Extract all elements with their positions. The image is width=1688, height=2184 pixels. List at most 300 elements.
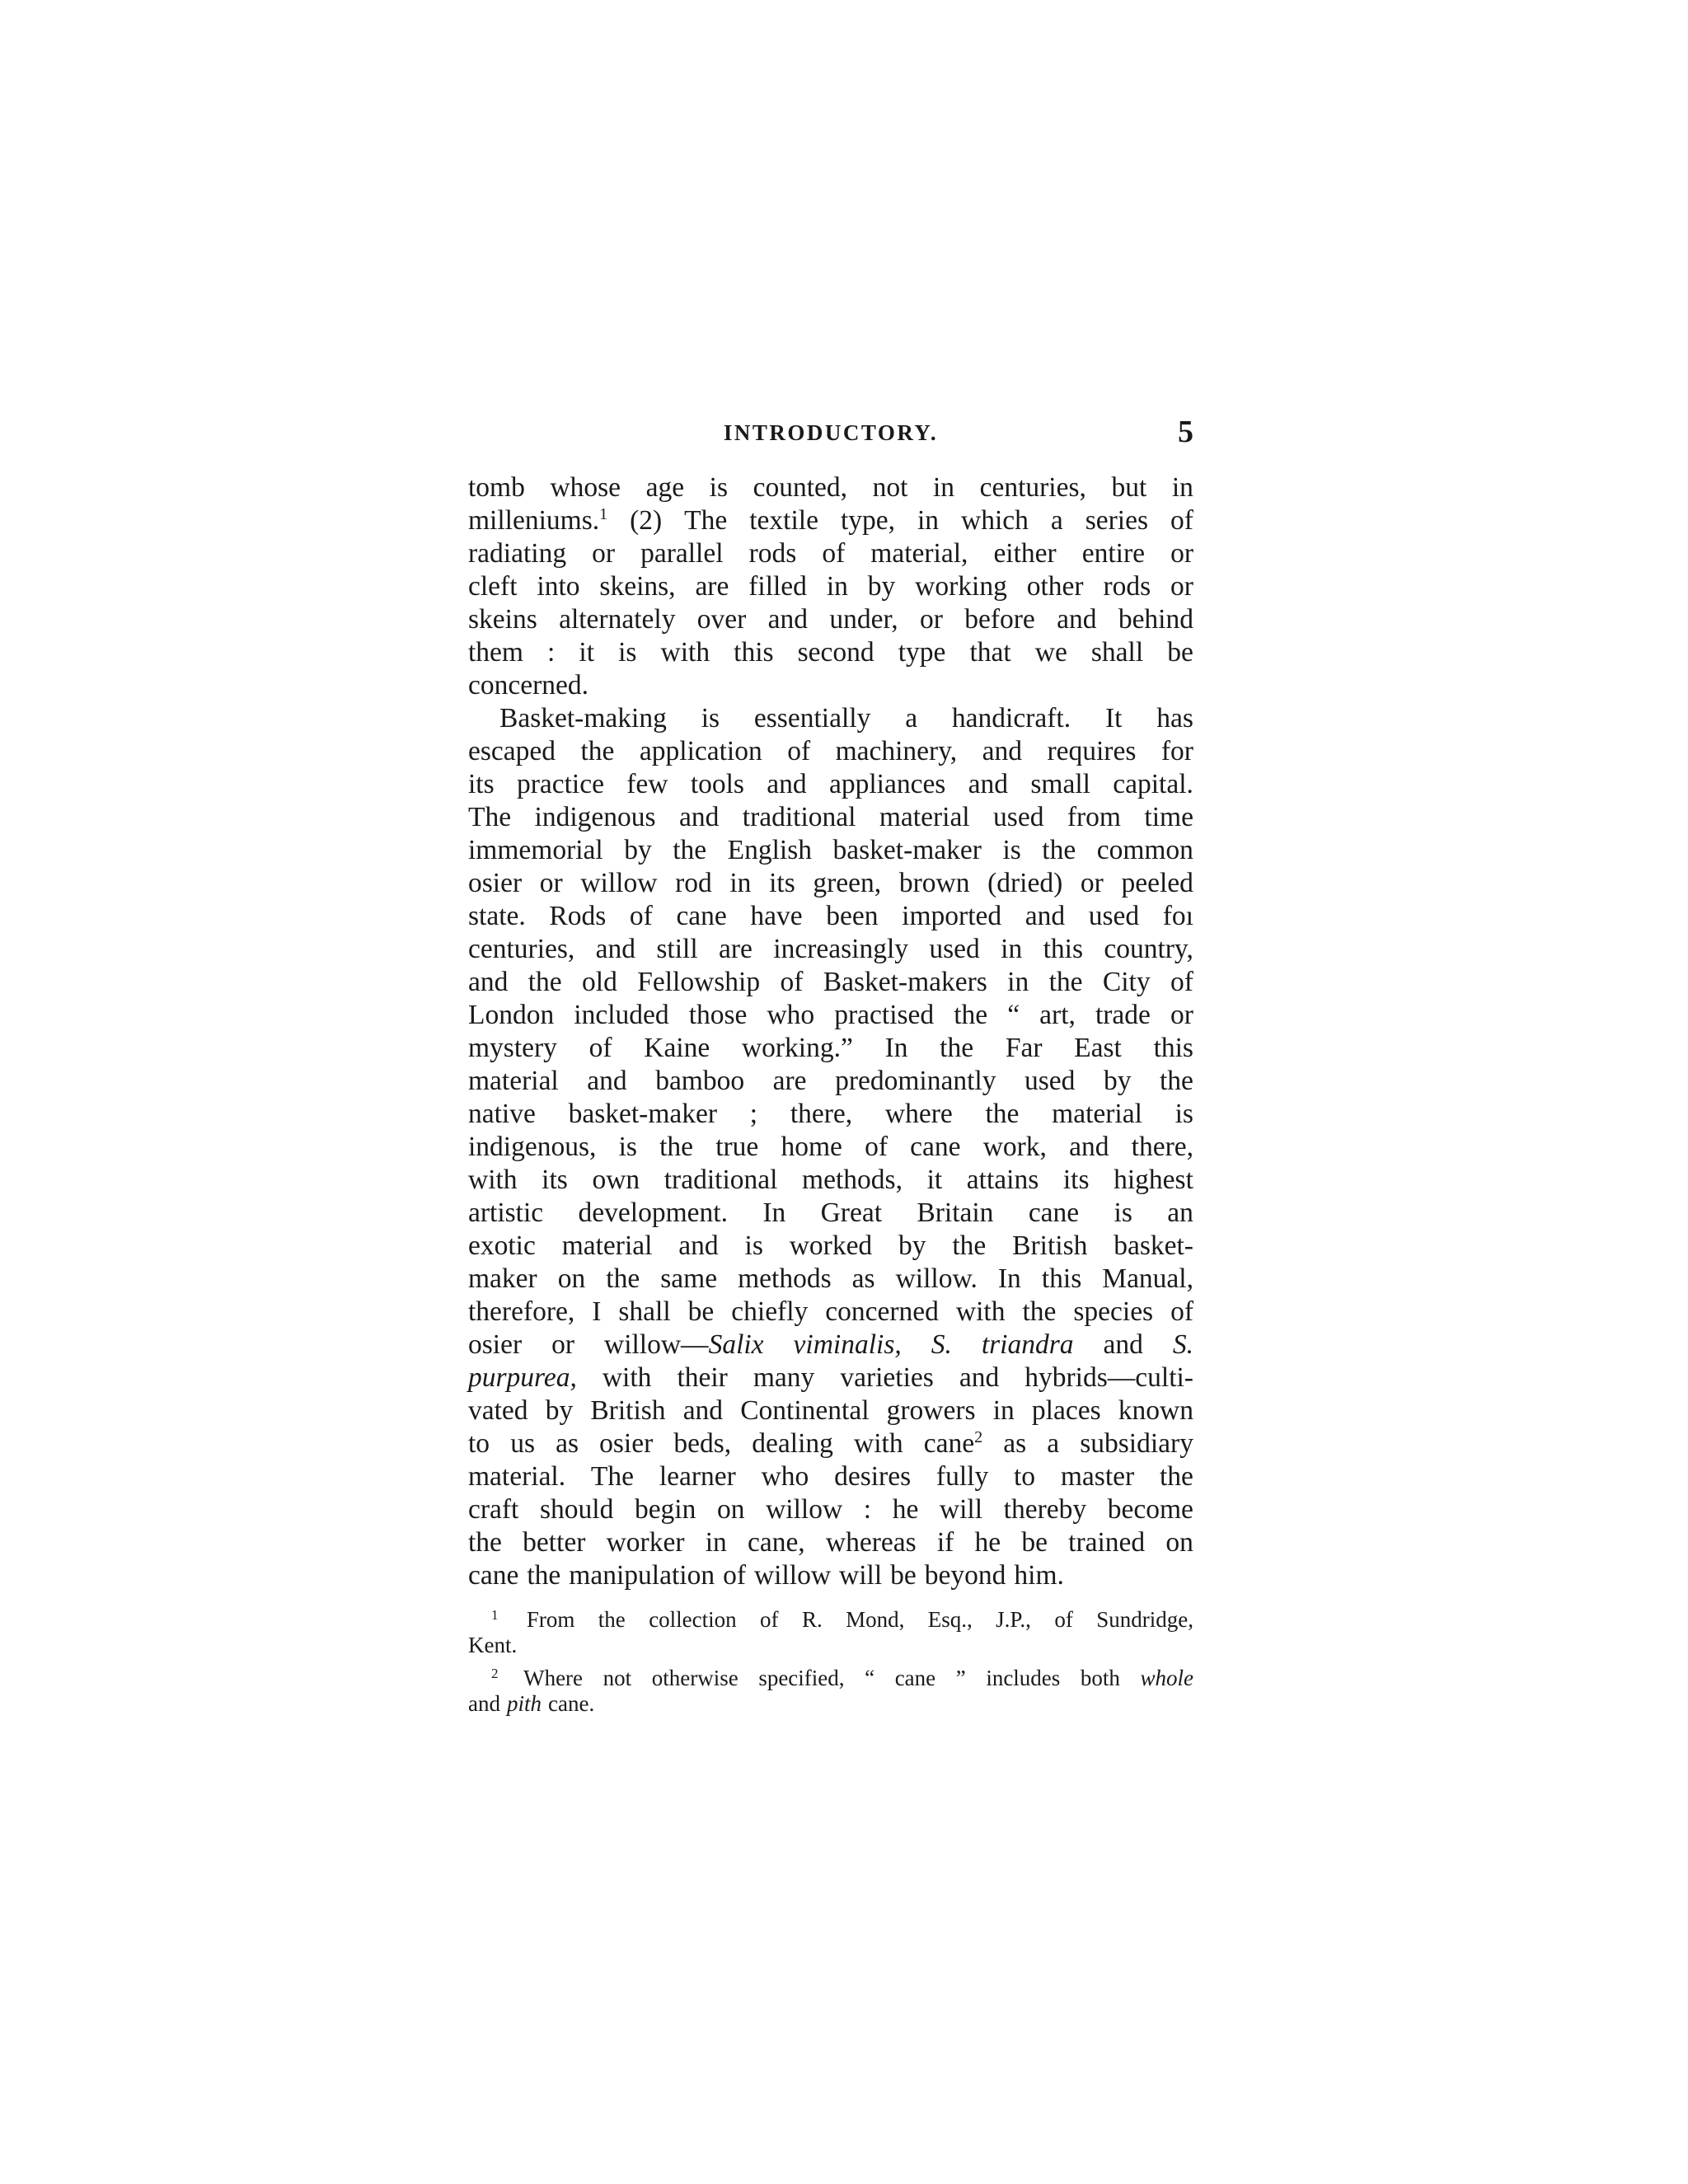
word: S. (1172, 1329, 1193, 1360)
word: begin (634, 1494, 696, 1525)
word: become (1107, 1494, 1193, 1525)
word: the (468, 1527, 502, 1558)
word: pith (506, 1691, 542, 1716)
text-line (468, 801, 1193, 834)
text-line (468, 1559, 1193, 1592)
word: traditional (663, 1165, 778, 1195)
word: trained (1068, 1527, 1146, 1558)
word: small (1030, 769, 1090, 799)
text-line (468, 1230, 1193, 1263)
word: in (705, 1527, 727, 1558)
word: the (1048, 967, 1083, 997)
word: and (682, 1395, 724, 1426)
word: Kaine (644, 1033, 710, 1063)
word: (2) (630, 505, 663, 536)
word: into (537, 571, 580, 602)
word: maker (468, 1263, 537, 1294)
word: and (968, 769, 1009, 799)
word: R. (801, 1607, 823, 1632)
word: working.” (741, 1033, 853, 1063)
word: collection (649, 1607, 737, 1632)
word: Sundridge, (1096, 1607, 1193, 1632)
text-line (468, 702, 1193, 735)
text-line (468, 1460, 1193, 1493)
word: old (582, 967, 617, 997)
text-line (468, 900, 1193, 933)
word: beyond (924, 1560, 1006, 1591)
word: material. (468, 1461, 566, 1492)
word: which (961, 505, 1029, 536)
word: places (1031, 1395, 1101, 1426)
word: attains (966, 1165, 1039, 1195)
word: be (1021, 1527, 1048, 1558)
word: who (767, 1000, 815, 1030)
word: Esq., (927, 1607, 973, 1632)
word: methods (738, 1263, 832, 1294)
word: cane (910, 1132, 961, 1162)
word: Basket-making (499, 703, 667, 733)
footnotes (468, 1607, 1193, 1724)
word: will (839, 1560, 883, 1591)
word: milleniums.$^1$ (468, 505, 608, 536)
text-line (468, 999, 1193, 1032)
word: includes (986, 1666, 1061, 1690)
word: traditional (742, 802, 856, 832)
word: a (905, 703, 918, 733)
word: in (932, 472, 955, 503)
word: increasingly (773, 934, 909, 964)
word: methods, (802, 1165, 903, 1195)
word: us (510, 1428, 535, 1459)
word: are (719, 934, 753, 964)
word: chiefly (731, 1296, 809, 1327)
word: is (709, 472, 729, 503)
word: shall (618, 1296, 671, 1327)
word: cane$^2$ (923, 1428, 983, 1459)
word: with (660, 637, 710, 668)
word: in (992, 1395, 1015, 1426)
word: before (964, 604, 1035, 635)
word: their (677, 1362, 728, 1393)
word: cane (676, 901, 727, 931)
word: City (1102, 967, 1151, 997)
word: handicraft. (951, 703, 1071, 733)
word: with (854, 1428, 903, 1459)
word: basket- (1114, 1230, 1193, 1261)
word: whereas (825, 1527, 917, 1558)
word: in (1171, 472, 1193, 503)
word: have (750, 901, 803, 931)
word: this (1043, 934, 1083, 964)
word: and (959, 1362, 1000, 1393)
word: true (715, 1132, 759, 1162)
word: the (954, 1000, 988, 1030)
word: subsidiary (1080, 1428, 1193, 1459)
word: development. (578, 1197, 728, 1228)
word: learner (659, 1461, 736, 1492)
word: native (468, 1099, 536, 1129)
word: basket-maker (832, 835, 982, 865)
text-line (468, 669, 1193, 702)
word: London (468, 1000, 555, 1030)
word: or (539, 868, 563, 898)
word: In (884, 1033, 908, 1063)
word: material (468, 1066, 559, 1096)
word: of (760, 1607, 779, 1632)
word: by (545, 1395, 574, 1426)
word: worker (606, 1527, 685, 1558)
word: willow—Salix (604, 1329, 764, 1360)
word: osier (468, 1329, 523, 1360)
word: that (969, 637, 1011, 668)
word: own (592, 1165, 640, 1195)
word: From (526, 1607, 575, 1632)
word: who (761, 1461, 809, 1492)
word: the (952, 1230, 987, 1261)
text-line (468, 768, 1193, 801)
word: osier (468, 868, 523, 898)
word: is (1175, 1099, 1193, 1129)
page-number: 5 (1178, 415, 1193, 449)
word: with (602, 1362, 652, 1393)
word: work, (982, 1132, 1047, 1162)
word: has (1156, 703, 1193, 733)
word: Fellowship (637, 967, 761, 997)
word: by (867, 571, 896, 602)
word: are (772, 1066, 807, 1096)
word: British (590, 1395, 666, 1426)
word: of (822, 538, 846, 569)
word: the (1159, 1066, 1193, 1096)
word: Manual, (1102, 1263, 1193, 1294)
word: the (527, 1560, 561, 1591)
word: as (556, 1428, 579, 1459)
word: thereby (1003, 1494, 1087, 1525)
word: willow. (895, 1263, 978, 1294)
word: filled (748, 571, 807, 602)
word: ” (955, 1666, 966, 1690)
word: with (468, 1165, 518, 1195)
word: trade (1095, 1000, 1151, 1030)
word: of (787, 736, 811, 766)
word: by (1103, 1066, 1132, 1096)
word: over (696, 604, 747, 635)
word: willow (753, 1560, 832, 1591)
word: of (1170, 1296, 1193, 1327)
word: and (982, 736, 1022, 766)
word: peeled (1121, 868, 1193, 898)
word: imported (902, 901, 1002, 931)
word: are (695, 571, 729, 602)
word: used (929, 934, 980, 964)
word: the (1159, 1461, 1193, 1492)
word: of (629, 901, 653, 931)
word: J.P., (996, 1607, 1031, 1632)
word: of (723, 1560, 746, 1591)
word: machinery, (835, 736, 958, 766)
word: parallel (640, 538, 724, 569)
word: and (468, 967, 509, 997)
word: there, (790, 1099, 853, 1129)
word: British (1012, 1230, 1088, 1261)
word: mystery (468, 1033, 557, 1063)
word: country, (1104, 934, 1193, 964)
word: cane (468, 1560, 519, 1591)
word: cleft (468, 571, 518, 602)
word: viminalis, (793, 1329, 902, 1360)
word: its (769, 868, 795, 898)
word: on (716, 1494, 745, 1525)
word: as (851, 1263, 875, 1294)
text-line (468, 1065, 1193, 1098)
word: practised (834, 1000, 935, 1030)
word: whose (550, 472, 621, 503)
word: ; (749, 1099, 758, 1129)
word: be (687, 1296, 715, 1327)
word: whole (1140, 1666, 1193, 1690)
text-line (468, 1493, 1193, 1526)
word: cane. (548, 1691, 595, 1716)
word: immemorial (468, 835, 603, 865)
word: alternately (559, 604, 676, 635)
word: and (678, 1230, 719, 1261)
word: the (940, 1033, 974, 1063)
word: the (1022, 1296, 1057, 1327)
word: with (955, 1296, 1006, 1327)
word: triandra (981, 1329, 1074, 1360)
word: Rods (549, 901, 607, 931)
word: purpurea, (468, 1362, 577, 1393)
word: capital. (1113, 769, 1193, 799)
word: green, (813, 868, 882, 898)
word: in (917, 505, 940, 536)
word: material (561, 1230, 653, 1261)
word: should (539, 1494, 614, 1525)
word: willow (580, 868, 658, 898)
word: working (915, 571, 1007, 602)
text-line (468, 1263, 1193, 1296)
word: an (1167, 1197, 1193, 1228)
word: Basket-makers (823, 967, 987, 997)
word: it (579, 637, 595, 668)
word: indigenous (534, 802, 656, 832)
word: to (1014, 1461, 1036, 1492)
word: behind (1118, 604, 1193, 635)
word: and (1025, 901, 1066, 931)
word: skeins, (599, 571, 676, 602)
word: of (780, 967, 804, 997)
text-line (468, 867, 1193, 900)
word: other (1026, 571, 1084, 602)
word: and (767, 604, 809, 635)
word: to (468, 1428, 490, 1459)
word: is (618, 1132, 637, 1162)
word: the (528, 967, 562, 997)
word: rods (1103, 571, 1151, 602)
word: Britain (917, 1197, 994, 1228)
word: rod (675, 868, 712, 898)
word: the (580, 736, 615, 766)
word: second (797, 637, 874, 668)
word: is (618, 637, 637, 668)
word: tools (690, 769, 744, 799)
word: and (1057, 604, 1097, 635)
word: or (551, 1329, 575, 1360)
word: many (753, 1362, 815, 1393)
word: and (468, 1691, 500, 1716)
word: of (1170, 967, 1193, 997)
word: or (592, 538, 616, 569)
word: same (660, 1263, 718, 1294)
word: age (645, 472, 685, 503)
word: exotic (468, 1230, 536, 1261)
word: Kent. (468, 1633, 518, 1657)
word: Where (523, 1666, 584, 1690)
word: not (872, 472, 908, 503)
word: on (1165, 1527, 1193, 1558)
footnote-line (468, 1666, 1193, 1691)
word: and (678, 802, 720, 832)
word: tomb (468, 472, 525, 503)
footnote-line (468, 1607, 1193, 1633)
word: requires (1047, 736, 1137, 766)
word: varieties (840, 1362, 934, 1393)
word: material (879, 802, 970, 832)
text-line (468, 603, 1193, 636)
word: basket-maker (568, 1099, 718, 1129)
word: its (1062, 1165, 1090, 1195)
text-line (468, 570, 1193, 603)
word: concerned. (468, 670, 589, 701)
word: or (1170, 571, 1193, 602)
word: application (639, 736, 762, 766)
word: been (826, 901, 879, 931)
text-line (468, 537, 1193, 570)
word: “ (865, 1666, 875, 1690)
word: species (1073, 1296, 1154, 1327)
word: used (1025, 1066, 1076, 1096)
word: dealing (752, 1428, 833, 1459)
word: known (1118, 1395, 1193, 1426)
word: vated (468, 1395, 528, 1426)
word: will (939, 1494, 983, 1525)
word: willow (766, 1494, 843, 1525)
word: it (926, 1165, 943, 1195)
word: is (1114, 1197, 1132, 1228)
word: by (898, 1230, 926, 1261)
word: textile (749, 505, 818, 536)
word: better (523, 1527, 586, 1558)
word: shall (1090, 637, 1144, 668)
running-title: INTRODUCTORY. (723, 420, 939, 445)
word: state. (468, 901, 526, 931)
word: its (542, 1165, 568, 1195)
word: and (767, 769, 807, 799)
word: In (762, 1197, 786, 1228)
text-line (468, 1526, 1193, 1559)
word: essentially (753, 703, 871, 733)
word: (dried) (987, 868, 1063, 898)
word: those (688, 1000, 748, 1030)
word: in (826, 571, 848, 602)
text-line (468, 1361, 1193, 1394)
word: master (1060, 1461, 1135, 1492)
text-line (468, 1131, 1193, 1164)
word: cane (1028, 1197, 1080, 1228)
word: predominantly (835, 1066, 996, 1096)
footnote-line (468, 1633, 1193, 1658)
word: or (919, 604, 943, 635)
word: : (863, 1494, 872, 1525)
word: he (974, 1527, 1001, 1558)
word: is (744, 1230, 763, 1261)
word: cane (894, 1666, 936, 1690)
text-line (468, 1032, 1193, 1065)
word: S. (931, 1329, 952, 1360)
word: a (1050, 505, 1063, 536)
word: of (588, 1033, 612, 1063)
word: in (1001, 934, 1023, 964)
word: time (1144, 802, 1193, 832)
word: as (1003, 1428, 1027, 1459)
word: entire (1081, 538, 1146, 569)
word: practice (516, 769, 604, 799)
word: the (659, 1132, 694, 1162)
word: fully (935, 1461, 989, 1492)
word: desires (834, 1461, 912, 1492)
word: cane, (747, 1527, 805, 1558)
word: highest (1114, 1165, 1193, 1195)
word: and (1069, 1132, 1109, 1162)
word: In (997, 1263, 1021, 1294)
word: them (468, 637, 523, 668)
word: The (590, 1461, 635, 1492)
word: by (624, 835, 652, 865)
text-line (468, 735, 1193, 768)
word: craft (468, 1494, 519, 1525)
word: manipulation (569, 1560, 715, 1591)
word: a (1047, 1428, 1060, 1459)
word: escaped (468, 736, 556, 766)
word: its (468, 769, 495, 799)
word: indigenous, (468, 1132, 597, 1162)
word: for (1160, 736, 1193, 766)
word: this (1153, 1033, 1193, 1063)
word: in (729, 868, 752, 898)
word: of (865, 1132, 888, 1162)
word: brown (898, 868, 970, 898)
word: the (985, 1099, 1020, 1129)
word: growers (886, 1395, 976, 1426)
word: the (598, 1607, 626, 1632)
word: art, (1039, 1000, 1076, 1030)
word: he (892, 1494, 919, 1525)
word: common (1096, 835, 1193, 865)
word: artistic (468, 1197, 544, 1228)
word: beds, (673, 1428, 732, 1459)
word: East (1074, 1033, 1122, 1063)
word: Continental (740, 1395, 870, 1426)
word: the (606, 1263, 640, 1294)
text-line (468, 1427, 1193, 1460)
word: the (1042, 835, 1076, 865)
word: specified, (758, 1666, 845, 1690)
word: not (603, 1666, 632, 1690)
word: under, (829, 604, 898, 635)
word: centuries, (468, 934, 575, 964)
word: “ (1007, 1000, 1020, 1030)
word: home (781, 1132, 842, 1162)
